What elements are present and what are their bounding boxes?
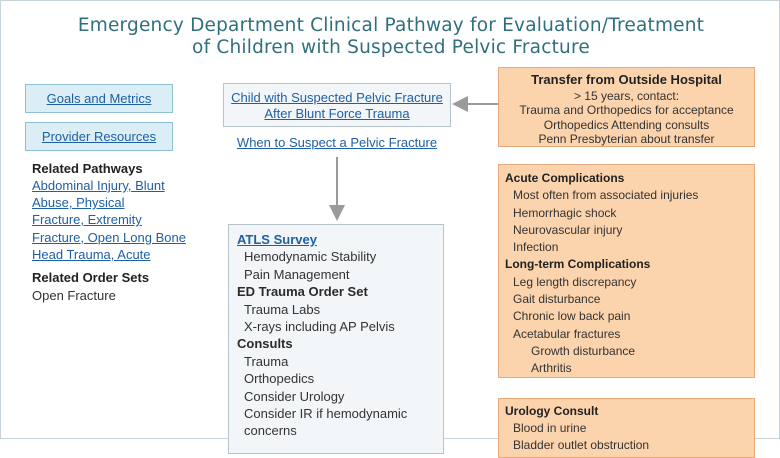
transfer-line: > 15 years, contact: bbox=[573, 88, 680, 103]
related-pathway-link[interactable]: Fracture, Extremity bbox=[32, 212, 142, 227]
longterm-complication-item: Acetabular fractures bbox=[513, 326, 621, 341]
complications-box bbox=[498, 164, 755, 378]
when-to-suspect-link[interactable]: When to Suspect a Pelvic Fracture bbox=[236, 135, 438, 150]
atls-box bbox=[228, 224, 444, 454]
related-pathways-heading: Related Pathways bbox=[32, 161, 143, 176]
start-link-line-1[interactable]: Child with Suspected Pelvic Fracture bbox=[231, 90, 443, 105]
order-set-heading: ED Trauma Order Set bbox=[237, 284, 368, 300]
order-set-item: X-rays including AP Pelvis bbox=[244, 319, 395, 335]
consult-item: Trauma bbox=[244, 353, 289, 369]
transfer-line: Trauma and Orthopedics for acceptance bbox=[519, 103, 734, 118]
consult-item: Consider IR if hemodynamic bbox=[244, 406, 408, 422]
transfer-line: Orthopedics Attending consults bbox=[543, 117, 710, 132]
related-order-sets-heading: Related Order Sets bbox=[32, 270, 150, 285]
related-pathway-link[interactable]: Fracture, Open Long Bone bbox=[32, 229, 186, 245]
order-set-item: Trauma Labs bbox=[244, 301, 321, 317]
acute-complication-item: Neurovascular injury bbox=[513, 222, 623, 237]
page-title-line-1: Emergency Department Clinical Pathway for Evaluation/Treatment bbox=[77, 15, 705, 36]
urology-consult-box bbox=[498, 398, 755, 458]
urology-item: Bladder outlet obstruction bbox=[513, 438, 650, 452]
longterm-complication-item: Leg length discrepancy bbox=[513, 274, 637, 289]
atls-survey-link[interactable]: ATLS Survey bbox=[237, 232, 317, 247]
acute-complication-item: Hemorrhagic shock bbox=[513, 205, 617, 220]
acute-complications-heading: Acute Complications bbox=[505, 171, 625, 185]
consult-item: Orthopedics bbox=[244, 371, 315, 387]
start-box[interactable] bbox=[223, 83, 451, 127]
longterm-complication-item: Gait disturbance bbox=[513, 292, 601, 307]
acetabular-subitem: Growth disturbance bbox=[531, 343, 636, 358]
urology-item: Blood in urine bbox=[513, 421, 587, 435]
consult-item: Consider Urology bbox=[244, 388, 345, 404]
atls-item: Pain Management bbox=[244, 266, 350, 282]
goals-and-metrics-link[interactable]: Goals and Metrics bbox=[46, 91, 152, 106]
transfer-heading: Transfer from Outside Hospital bbox=[531, 72, 722, 87]
page-title-line-2: of Children with Suspected Pelvic Fracture bbox=[192, 37, 590, 58]
longterm-complication-item: Chronic low back pain bbox=[513, 309, 631, 324]
related-pathway-link[interactable]: Abdominal Injury, Blunt bbox=[32, 178, 165, 193]
provider-resources-link[interactable]: Provider Resources bbox=[41, 129, 157, 144]
related-pathway-link[interactable]: Head Trauma, Acute bbox=[32, 247, 151, 262]
atls-item: Hemodynamic Stability bbox=[244, 249, 377, 265]
consult-item: concerns bbox=[244, 423, 297, 439]
transfer-box bbox=[498, 67, 755, 147]
related-pathway-link[interactable]: Abuse, Physical bbox=[32, 195, 125, 210]
urology-consult-heading: Urology Consult bbox=[505, 404, 599, 418]
acute-complication-item: Infection bbox=[513, 240, 559, 255]
related-order-set-item: Open Fracture bbox=[32, 288, 116, 303]
longterm-complications-heading: Long-term Complications bbox=[505, 257, 651, 272]
acute-complication-item: Most often from associated injuries bbox=[513, 188, 699, 203]
acetabular-subitem: Arthritis bbox=[531, 361, 572, 376]
start-link-line-2[interactable]: After Blunt Force Trauma bbox=[264, 106, 410, 121]
consults-heading: Consults bbox=[237, 336, 293, 352]
transfer-line: Penn Presbyterian about transfer bbox=[538, 132, 715, 147]
